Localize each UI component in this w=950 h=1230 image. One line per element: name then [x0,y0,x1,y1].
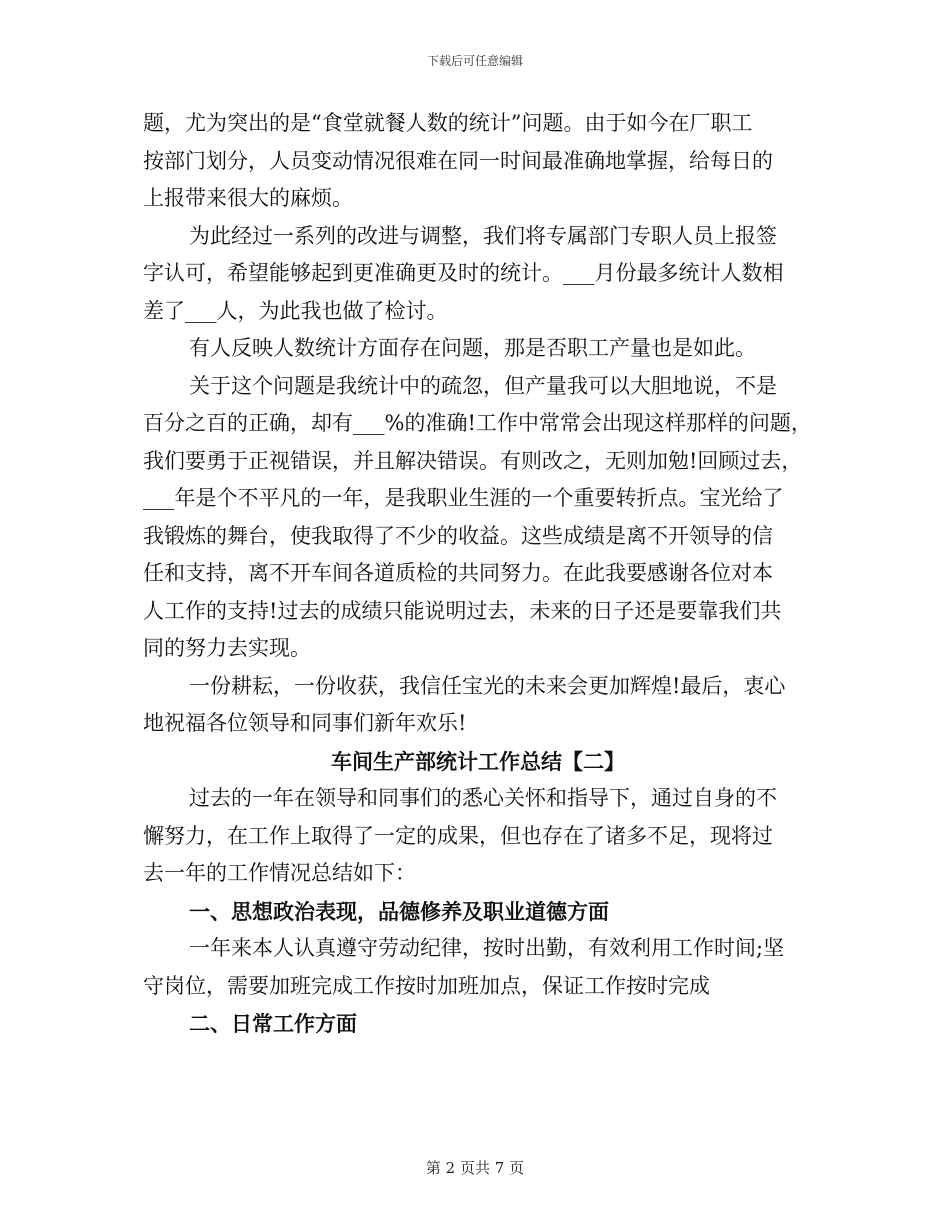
page-header: 下载后可任意编辑 [426,54,523,68]
text-line: 人工作的支持!过去的成绩只能说明过去，未来的日子还是要靠我们共 [143,598,782,623]
text-line: 任和支持，离不开车间各道质检的共同努力。在此我要感谢各位对本 [143,561,773,585]
text-line: 上报带来很大的麻烦。 [143,186,353,210]
text-line: 同的努力去实现。 [143,636,311,660]
page-footer: 第 2 页共 7 页 [425,1159,525,1177]
text-line: 守岗位，需要加班完成工作按时加班加点，保证工作按时完成 [143,973,710,998]
text-line: 我们要勇于正视错误，并且解决错误。有则改之，无则加勉!回顾过去， [143,448,803,473]
paragraph-first-line: 一份耕耘，一份收获，我信任宝光的未来会更加辉煌!最后，衷心 [189,673,786,698]
text-line: 我锻炼的舞台，使我取得了不少的收益。这些成绩是离不开领导的信 [143,523,773,548]
subsection-heading: 一、思想政治表现，品德修养及职业道德方面 [189,898,609,924]
text-line: 字认可，希望能够起到更准确更及时的统计。___月份最多统计人数相 [143,261,784,285]
document-body [143,105,813,1043]
text-line: 百分之百的正确，却有___%的准确!工作中常常会出现这样那样的问题， [143,411,812,435]
paragraph-first-line: 为此经过一系列的改进与调整，我们将专属部门专职人员上报签 [189,223,777,248]
text-line: 差了___人，为此我也做了检讨。 [143,298,448,323]
text-line: 懈努力，在工作上取得了一定的成果，但也存在了诸多不足，现将过 [143,823,773,848]
text-line: ___年是个不平凡的一年，是我职业生涯的一个重要转折点。宝光给了 [143,486,784,510]
section-title: 车间生产部统计工作总结【二】 [331,748,625,774]
text-line: 按部门划分，人员变动情况很难在同一时间最准确地掌握，给每日的 [143,148,773,173]
text-line: 题，尤为突出的是“食堂就餐人数的统计”问题。由于如今在厂职工 [143,111,753,135]
text-line: 地祝福各位领导和同事们新年欢乐! [143,711,467,735]
text-line: 去一年的工作情况总结如下： [143,861,416,885]
paragraph-first-line: 关于这个问题是我统计中的疏忽，但产量我可以大胆地说，不是 [189,373,777,398]
paragraph-first-line: 一年来本人认真遵守劳动纪律，按时出勤，有效利用工作时间;坚 [189,936,785,960]
subsection-heading: 二、日常工作方面 [189,1011,357,1036]
paragraph-first-line: 有人反映人数统计方面存在问题，那是否职工产量也是如此。 [189,336,756,360]
paragraph-first-line: 过去的一年在领导和同事们的悉心关怀和指导下，通过自身的不 [189,786,777,810]
